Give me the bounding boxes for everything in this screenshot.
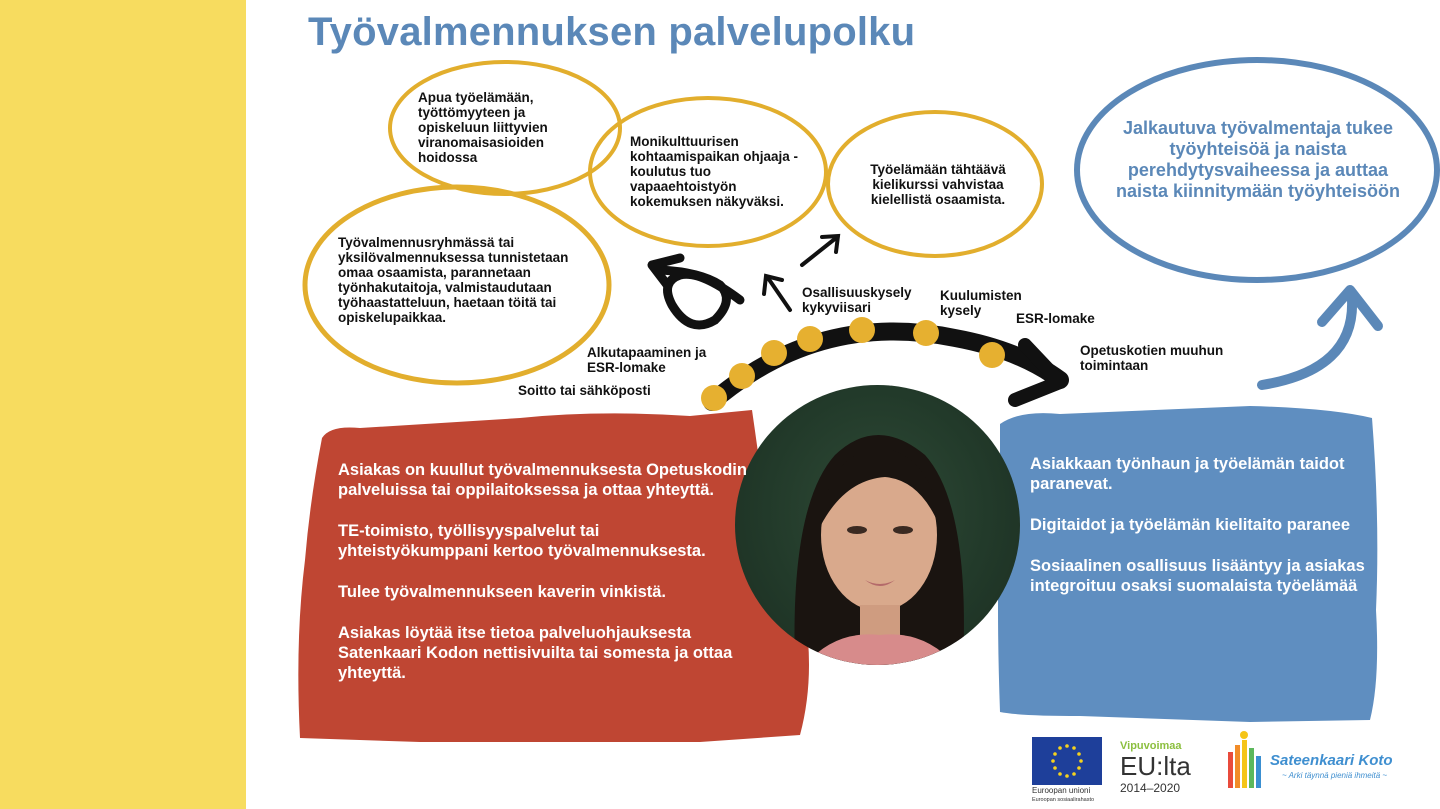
eu-logo-text: Euroopan unioni	[1032, 786, 1091, 795]
step-label-participation-survey: Osallisuuskysely kykyviisari	[802, 285, 912, 315]
red-panel-item-3: Tulee työvalmennukseen kaverin vinkistä.	[338, 583, 667, 601]
bubble-multicultural-text: Monikulttuurisen kohtaamispaikan ohjaaja -koulutus tuo vapaaehtoistyön kokemuksen näkyväksi.	[630, 134, 799, 209]
step-label-news-survey: Kuulumisten kysely	[940, 288, 1022, 318]
bubble-help-text: Apua työelämään, työttömyyteen ja opiskeluun liittyvien viranomaisasioiden hoidossa	[418, 90, 548, 165]
vipuvoimaa-logo-years: 2014–2020	[1120, 781, 1181, 795]
step-dot-4	[797, 326, 823, 352]
vipuvoimaa-logo-main: EU:lta	[1120, 751, 1191, 781]
koto-logo-figures	[1228, 731, 1261, 788]
loop-arrow	[660, 270, 740, 325]
blue-panel-text	[1030, 454, 1370, 617]
step-dot-1	[701, 385, 727, 411]
arrow-up-left	[768, 278, 790, 310]
portrait-photo	[735, 385, 1020, 665]
step-label-initial-meeting: Alkutapaaminen ja ESR-lomake	[587, 345, 707, 375]
red-panel-item-4: Asiakas löytää itse tietoa palveluohjauksesta Satenkaari Kodon nettisivuilta tai somesta ja ottaa yhteyttä.	[338, 624, 733, 682]
koto-logo-tagline: ~ Arki täynnä pieniä ihmeitä ~	[1282, 771, 1388, 780]
step-dot-7	[979, 342, 1005, 368]
red-panel-text	[338, 460, 748, 704]
red-panel-item-2: TE-toimisto, työllisyyspalvelut tai yhteistyökumppani kertoo työvalmennuksesta.	[338, 522, 706, 560]
step-label-continuation: Opetuskotien muuhun toimintaan	[1080, 343, 1224, 373]
red-panel-item-1: Asiakas on kuullut työvalmennuksesta Opetuskodin palveluissa tai oppilaitoksessa ja ottaa yhteyttä.	[338, 461, 747, 499]
blue-panel-item-1: Asiakkaan työnhaun ja työelämän taidot paranevat.	[1030, 455, 1345, 493]
arrow-up-right	[802, 238, 836, 265]
step-label-esr-form: ESR-lomake	[1016, 311, 1095, 326]
page-title: Työvalmennuksen palvelupolku	[308, 10, 916, 54]
coach-curve-arrow	[1262, 300, 1352, 385]
step-dot-6	[913, 320, 939, 346]
bubble-language-text: Työelämään tähtäävä kielikurssi vahvistaa kielellistä osaamista.	[870, 162, 1006, 207]
blue-panel-item-2: Digitaidot ja työelämän kielitaito paranee	[1030, 516, 1351, 534]
step-dot-3	[761, 340, 787, 366]
step-dot-5	[849, 317, 875, 343]
bubble-coach-text: Jalkautuva työvalmentaja tukee työyhteisöä ja naista perehdytysvaiheessa ja auttaa naista kiinnitymään työyhteisöön	[1115, 118, 1401, 201]
vipuvoimaa-logo-top: Vipuvoimaa	[1120, 740, 1182, 752]
portrait-illustration	[735, 385, 1020, 665]
koto-logo-name: Sateenkaari Koto	[1270, 752, 1393, 769]
step-label-call: Soitto tai sähköposti	[518, 383, 651, 398]
eu-logo-subtext: Euroopan sosiaalirahasto	[1032, 797, 1095, 803]
bubble-group-text: Työvalmennusryhmässä tai yksilövalmennuksessa tunnistetaan omaa osaamista, parannetaan työnhakutaitoja, valmistaudutaan työhaastatteluun, haetaan töitä tai opiskelupaikkaa.	[338, 235, 569, 325]
blue-panel-item-3: Sosiaalinen osallisuus lisääntyy ja asiakas integroituu osaksi suomalaista työelämää	[1030, 557, 1365, 595]
